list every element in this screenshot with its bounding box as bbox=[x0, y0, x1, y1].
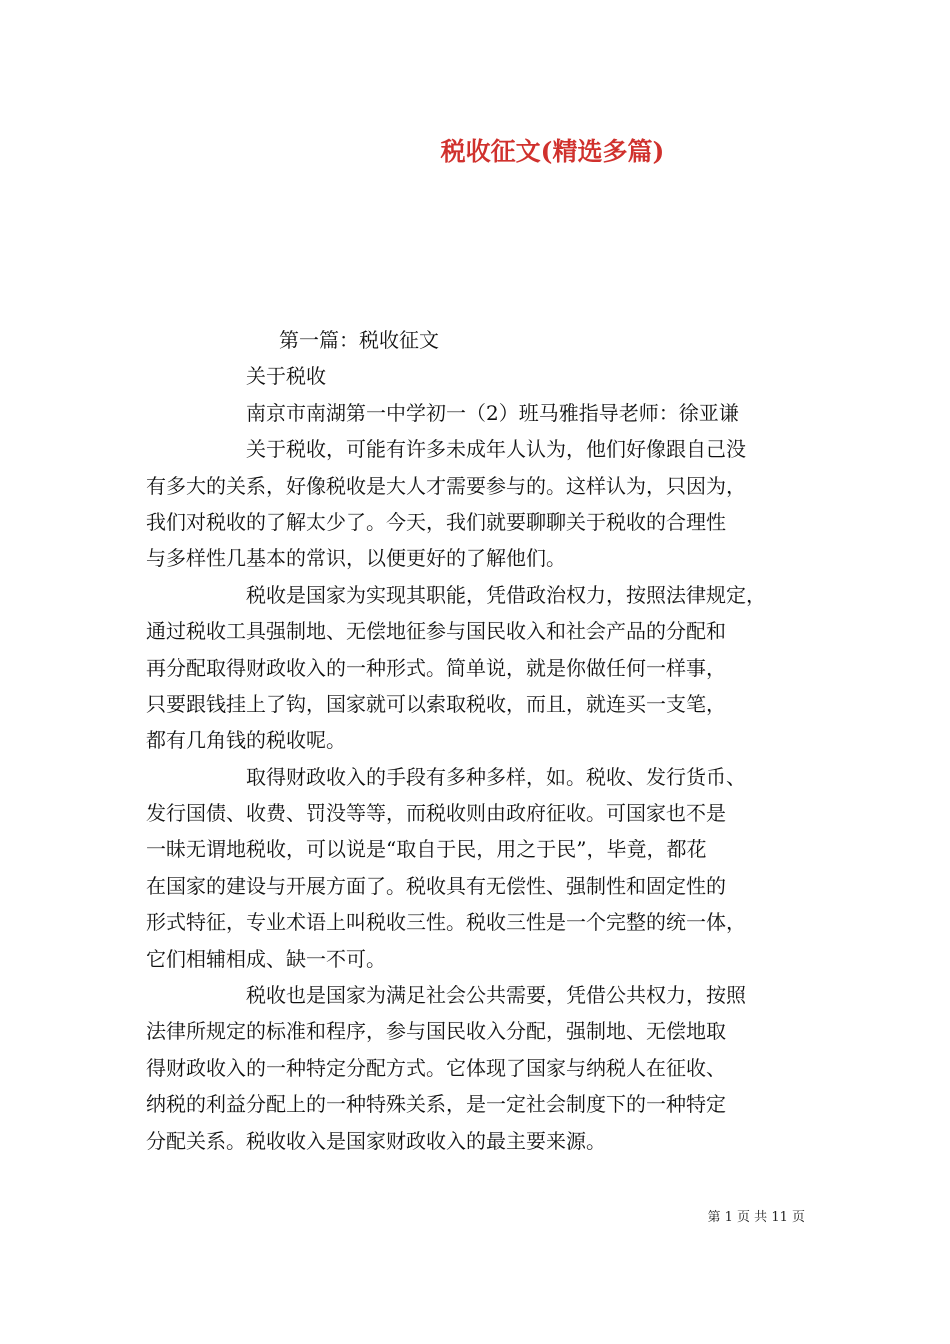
page-footer: 第 1 页 共 11 页 bbox=[707, 1210, 805, 1225]
paragraph-line: 发行国债、收费、罚没等等，而税收则由政府征收。可国家也不是 bbox=[146, 801, 726, 826]
article-subtitle: 关于税收 bbox=[246, 364, 326, 389]
paragraph-line: 关于税收，可能有许多未成年人认为，他们好像跟自己没 bbox=[246, 437, 746, 462]
author-line: 南京市南湖第一中学初一（2）班马雅指导老师：徐亚谦 bbox=[246, 400, 739, 425]
paragraph-line: 只要跟钱挂上了钩，国家就可以索取税收，而且，就连买一支笔， bbox=[146, 691, 726, 716]
paragraph-line: 取得财政收入的手段有多种多样，如。税收、发行货币、 bbox=[246, 764, 746, 789]
paragraph-line: 一昧无谓地税收，可以说是“取自于民，用之于民”，毕竟，都花 bbox=[146, 837, 707, 862]
paragraph-line: 再分配取得财政收入的一种形式。简单说，就是你做任何一样事， bbox=[146, 655, 726, 680]
paragraph-line: 分配关系。税收收入是国家财政收入的最主要来源。 bbox=[146, 1128, 606, 1153]
paragraph-line: 形式特征，专业术语上叫税收三性。税收三性是一个完整的统一体， bbox=[146, 910, 746, 935]
paragraph-line: 纳税的利益分配上的一种特殊关系，是一定社会制度下的一种特定 bbox=[146, 1092, 726, 1117]
paragraph-line: 得财政收入的一种特定分配方式。它体现了国家与纳税人在征收、 bbox=[146, 1055, 726, 1080]
section-heading: 第一篇：税收征文 bbox=[279, 328, 439, 352]
paragraph-line: 在国家的建设与开展方面了。税收具有无偿性、强制性和固定性的 bbox=[146, 873, 726, 898]
paragraph-1 bbox=[146, 431, 806, 577]
paragraph-line: 税收也是国家为满足社会公共需要，凭借公共权力，按照 bbox=[246, 983, 746, 1008]
paragraph-line: 通过税收工具强制地、无偿地征参与国民收入和社会产品的分配和 bbox=[146, 619, 726, 644]
paragraph-3 bbox=[146, 759, 806, 977]
paragraph-line: 我们对税收的了解太少了。今天，我们就要聊聊关于税收的合理性 bbox=[146, 509, 726, 534]
paragraph-line: 与多样性几基本的常识，以便更好的了解他们。 bbox=[146, 546, 566, 571]
document-title: 税收征文(精选多篇) bbox=[440, 137, 665, 166]
paragraph-line: 有多大的关系，好像税收是大人才需要参与的。这样认为，只因为， bbox=[146, 473, 746, 498]
document-body bbox=[146, 322, 806, 1159]
paragraph-line: 税收是国家为实现其职能，凭借政治权力，按照法律规定， bbox=[246, 582, 766, 607]
paragraph-line: 它们相辅相成、缺一不可。 bbox=[146, 946, 386, 971]
paragraph-4 bbox=[146, 977, 806, 1159]
paragraph-2 bbox=[146, 577, 806, 759]
paragraph-line: 都有几角钱的税收呢。 bbox=[146, 728, 346, 753]
paragraph-line: 法律所规定的标准和程序，参与国民收入分配，强制地、无偿地取 bbox=[146, 1019, 726, 1044]
